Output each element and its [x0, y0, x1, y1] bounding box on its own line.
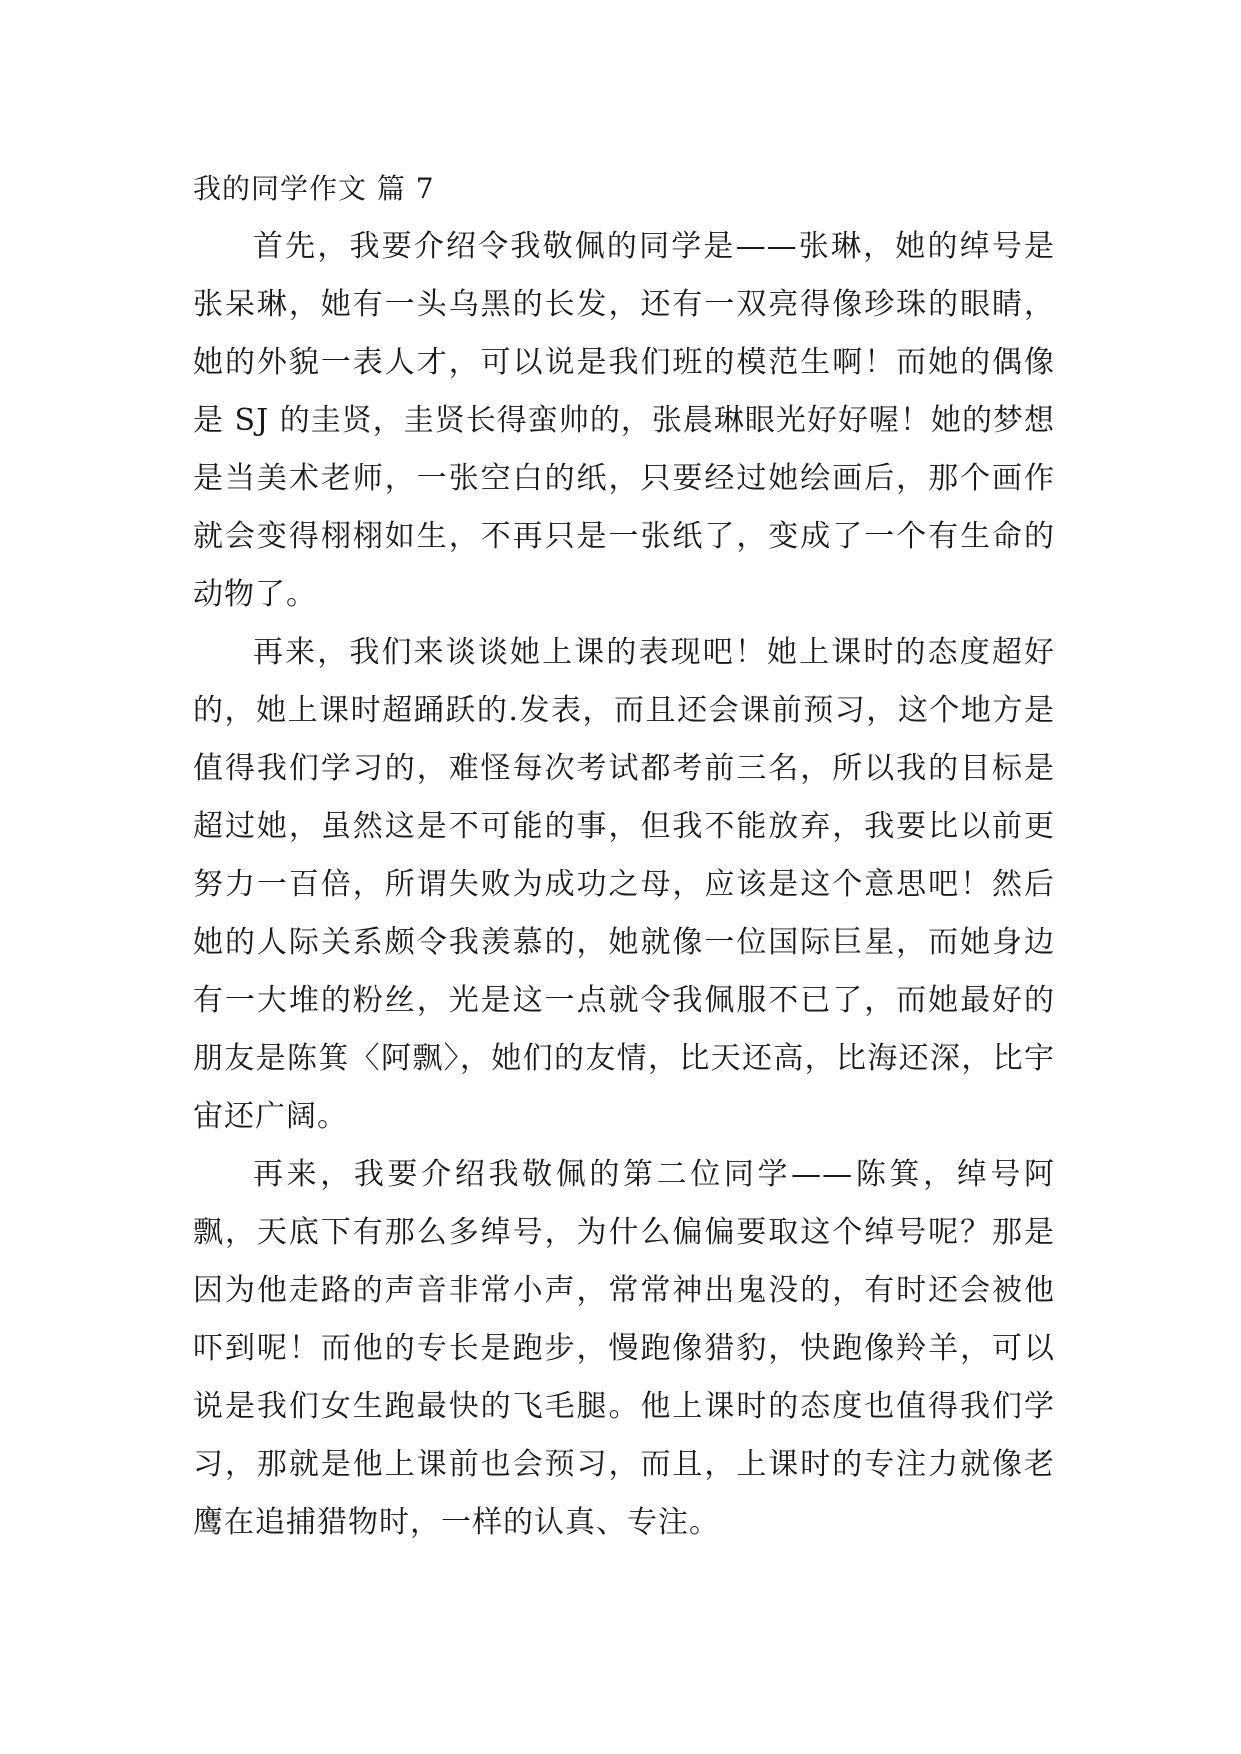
document-body: [193, 160, 1055, 1552]
document-title: 我的同学作文 篇 7: [193, 172, 435, 205]
paragraph-2: 再来，我们来谈谈她上课的表现吧！她上课时的态度超好的，她上课时超踊跃的.发表，而且还会课前预习，这个地方是值得我们学习的，难怪每次考试都考前三名，所以我的目标是超过她，虽然这是不可能的事，但我不能放弃，我要比以前更努力一百倍，所谓失败为成功之母，应该是这个意思吧！然后她的人际关系颇令我羡慕的，她就像一位国际巨星，而她身边有一大堆的粉丝，光是这一点就令我佩服不已了，而她最好的朋友是陈箕〈阿飘〉，她们的友情，比天还高，比海还深，比宇宙还广阔。: [193, 635, 1055, 1134]
paragraph-3: 再来，我要介绍我敬佩的第二位同学——陈箕，绰号阿飘，天底下有那么多绰号，为什么偏偏要取这个绰号呢？那是因为他走路的声音非常小声，常常神出鬼没的，有时还会被他吓到呢！而他的专长是跑步，慢跑像猎豹，快跑像羚羊，可以说是我们女生跑最快的飞毛腿。他上课时的态度也值得我们学习，那就是他上课前也会预习，而且，上课时的专注力就像老鹰在追捕猎物时，一样的认真、专注。: [193, 1157, 1055, 1540]
paragraph-1: 首先，我要介绍令我敬佩的同学是——张琳，她的绰号是张呆琳，她有一头乌黑的长发，还有一双亮得像珍珠的眼睛，她的外貌一表人才，可以说是我们班的模范生啊！而她的偶像是 SJ 的圭贤，圭贤长得蛮帅的，张晨琳眼光好好喔！她的梦想是当美术老师，一张空白的纸，只要经过她绘画后，那个画作就会变得栩栩如生，不再只是一张纸了，变成了一个有生命的动物了。: [193, 229, 1055, 612]
